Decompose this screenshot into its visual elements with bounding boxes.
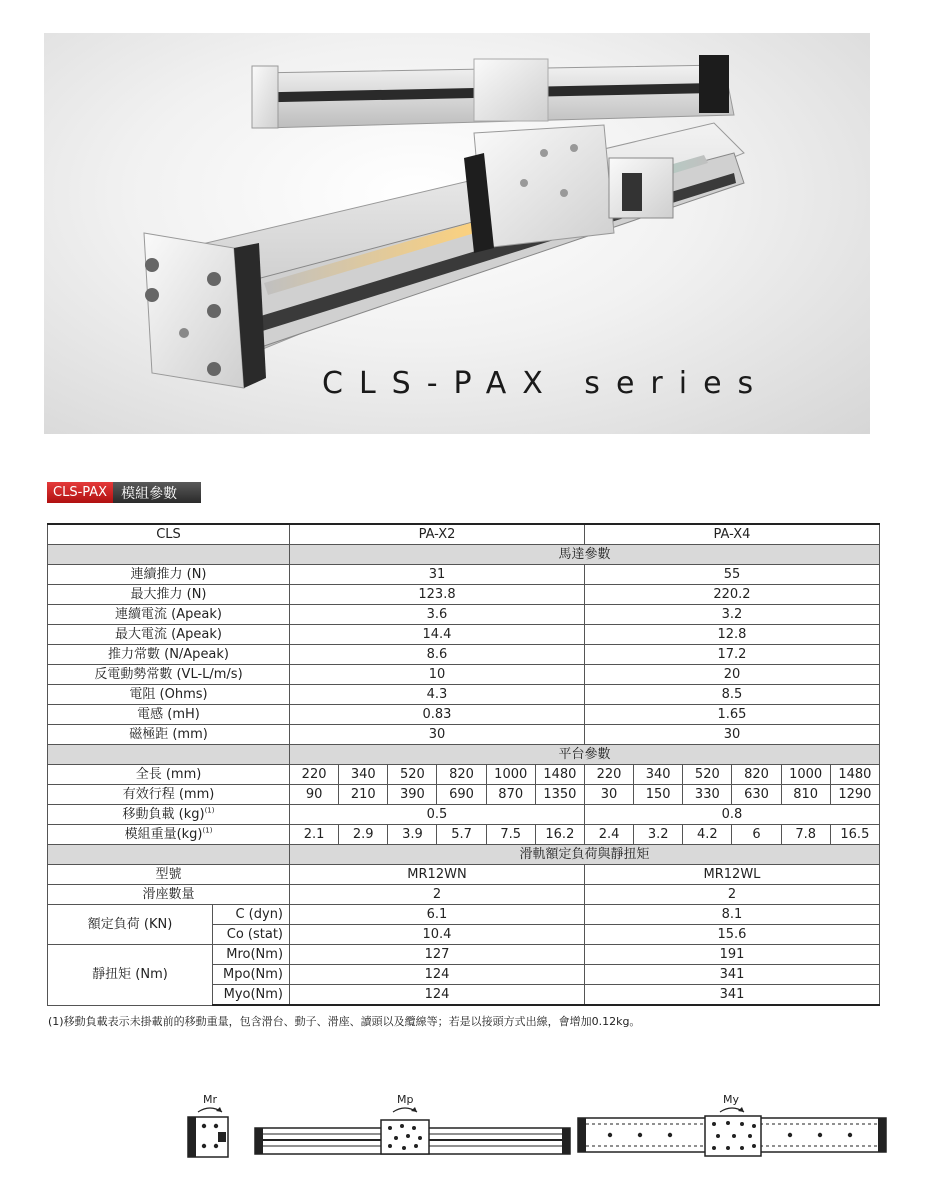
moment-diagram-drawings [0, 1090, 928, 1170]
moment-diagrams [0, 1090, 928, 1170]
table-cell: 1000 [781, 765, 830, 785]
table-cell: 1480 [535, 765, 584, 785]
table-row-weight: 模組重量(kg)$^{(1)}$ 2.1 2.9 3.9 5.7 7.5 16.2 2.4 3.2 4.2 6 7.8 16.5 [48, 825, 880, 845]
table-cell: 2.9 [339, 825, 388, 845]
table-cell: 3.9 [388, 825, 437, 845]
rail-band: 滑軌額定負荷與靜扭矩 [290, 845, 880, 865]
header-pa-x4: PA-X4 [584, 524, 879, 545]
table-cell: 90 [290, 785, 339, 805]
table-cell: 820 [437, 765, 486, 785]
table-cell: 2.4 [584, 825, 633, 845]
table-cell: 16.5 [830, 825, 879, 845]
table-cell: 1480 [830, 765, 879, 785]
table-cell: 1350 [535, 785, 584, 805]
header-pa-x2: PA-X2 [290, 524, 585, 545]
table-cell: 30 [584, 785, 633, 805]
table-cell: 5.7 [437, 825, 486, 845]
table-row-rated-c: 額定負荷 (KN) C (dyn) 6.1 8.1 [48, 905, 880, 925]
table-cell: 690 [437, 785, 486, 805]
table-cell: 1000 [486, 765, 535, 785]
hero-product-image [44, 33, 870, 434]
table-cell: 210 [339, 785, 388, 805]
table-row: 電感 (mH) 0.83 1.65 [48, 705, 880, 725]
table-row: 連續電流 (Apeak) 3.6 3.2 [48, 605, 880, 625]
section-title: 模組參數 [113, 482, 201, 503]
table-cell: 340 [339, 765, 388, 785]
table-row-torque-myo: Myo(Nm) 124 341 [48, 985, 880, 1006]
header-cls: CLS [48, 524, 290, 545]
table-cell: 520 [388, 765, 437, 785]
section-tag: CLS-PAX [47, 482, 113, 503]
table-row-torque-mpo: Mpo(Nm) 124 341 [48, 965, 880, 985]
table-cell: 3.2 [634, 825, 683, 845]
table-row: 最大電流 (Apeak) 14.4 12.8 [48, 625, 880, 645]
rail-band-row [48, 845, 880, 865]
table-cell: 150 [634, 785, 683, 805]
motor-band: 馬達參數 [290, 545, 880, 565]
table-cell: 16.2 [535, 825, 584, 845]
table-cell: 520 [683, 765, 732, 785]
section-header [47, 482, 201, 503]
my-label: My [723, 1093, 740, 1106]
platform-band: 平台參數 [290, 745, 880, 765]
table-cell: 220 [584, 765, 633, 785]
table-cell: 390 [388, 785, 437, 805]
table-row-stroke: 有效行程 (mm) 90 210 390 690 870 1350 30 150 330 630 810 1290 [48, 785, 880, 805]
platform-band-row [48, 745, 880, 765]
table-row: 連續推力 (N) 31 55 [48, 565, 880, 585]
table-cell: 4.2 [683, 825, 732, 845]
footnote: (1)移動負載表示未掛載前的移動重量，包含滑台、動子、滑座、讀頭以及纜線等；若是以接頭方式出線，會增加0.12kg。 [48, 1015, 641, 1028]
table-row-load: 移動負載 (kg)$^{(1)}$ 0.5 0.8 [48, 805, 880, 825]
table-header-row [48, 524, 880, 545]
table-cell: 630 [732, 785, 781, 805]
table-row: 推力常數 (N/Apeak) 8.6 17.2 [48, 645, 880, 665]
table-cell: 340 [634, 765, 683, 785]
table-cell: 870 [486, 785, 535, 805]
series-title: CLS-PAX series [322, 366, 770, 401]
table-row: 反電動勢常數 (VL-L/m/s) 10 20 [48, 665, 880, 685]
table-cell: 7.5 [486, 825, 535, 845]
mp-label: Mp [397, 1093, 414, 1106]
table-cell: 820 [732, 765, 781, 785]
table-row-slider: 滑座數量 2 2 [48, 885, 880, 905]
table-row: 磁極距 (mm) 30 30 [48, 725, 880, 745]
spec-table [47, 523, 880, 1006]
table-cell: 2.1 [290, 825, 339, 845]
table-cell: 6 [732, 825, 781, 845]
table-cell: 7.8 [781, 825, 830, 845]
table-row: 最大推力 (N) 123.8 220.2 [48, 585, 880, 605]
table-row: 電阻 (Ohms) 4.3 8.5 [48, 685, 880, 705]
table-cell: 330 [683, 785, 732, 805]
mr-label: Mr [203, 1093, 218, 1106]
table-row-model: 型號 MR12WN MR12WL [48, 865, 880, 885]
table-cell: 1290 [830, 785, 879, 805]
table-row-length: 全長 (mm) 220 340 520 820 1000 1480 220 340 520 820 1000 1480 [48, 765, 880, 785]
table-cell: 810 [781, 785, 830, 805]
table-row-torque-mro: 靜扭矩 (Nm) Mro(Nm) 127 191 [48, 945, 880, 965]
table-cell: 220 [290, 765, 339, 785]
table-row-rated-co: Co (stat) 10.4 15.6 [48, 925, 880, 945]
motor-band-row [48, 545, 880, 565]
